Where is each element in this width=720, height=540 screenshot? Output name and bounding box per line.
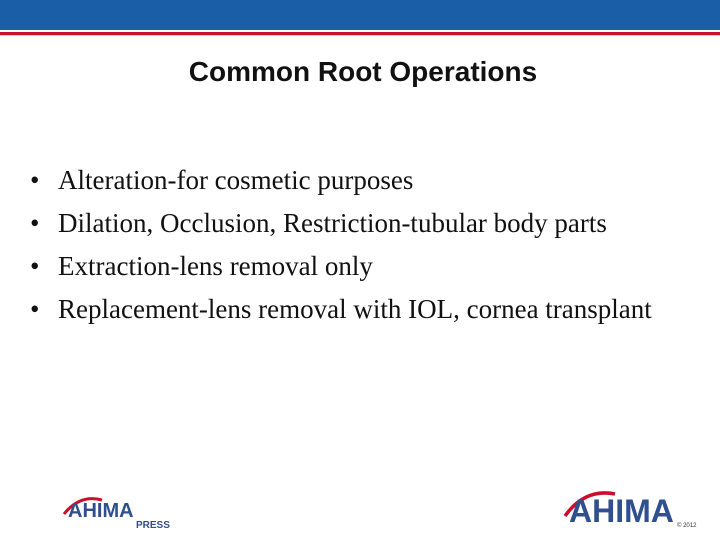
bullet-text: Dilation, Occlusion, Restriction-tubular body parts [58,208,607,238]
bullet-text: Replacement-lens removal with IOL, cornea transplant [58,294,652,324]
bullet-item [30,163,670,197]
copyright-text: © 2012 [677,523,697,529]
bullet-glyph: • [30,208,40,238]
slide-title: Common Root Operations [188,56,538,87]
left-logo-sub: PRESS [136,520,170,530]
bullet-item [30,249,670,283]
bullet-text: Extraction-lens removal only [58,251,373,281]
bullet-item [30,292,670,326]
bullet-glyph: • [30,251,40,281]
ahima-press-logo [62,492,174,530]
left-logo-name: AHIMA [68,500,134,522]
bullet-list [30,163,670,335]
ahima-logo [563,486,703,528]
banner-gray-rule [0,35,720,36]
right-logo-name: AHIMA [569,493,674,528]
bullet-item [30,206,670,240]
bullet-glyph: • [30,165,40,195]
top-banner [0,0,720,30]
bullet-glyph: • [30,294,40,324]
bullet-text: Alteration-for cosmetic purposes [58,165,414,195]
